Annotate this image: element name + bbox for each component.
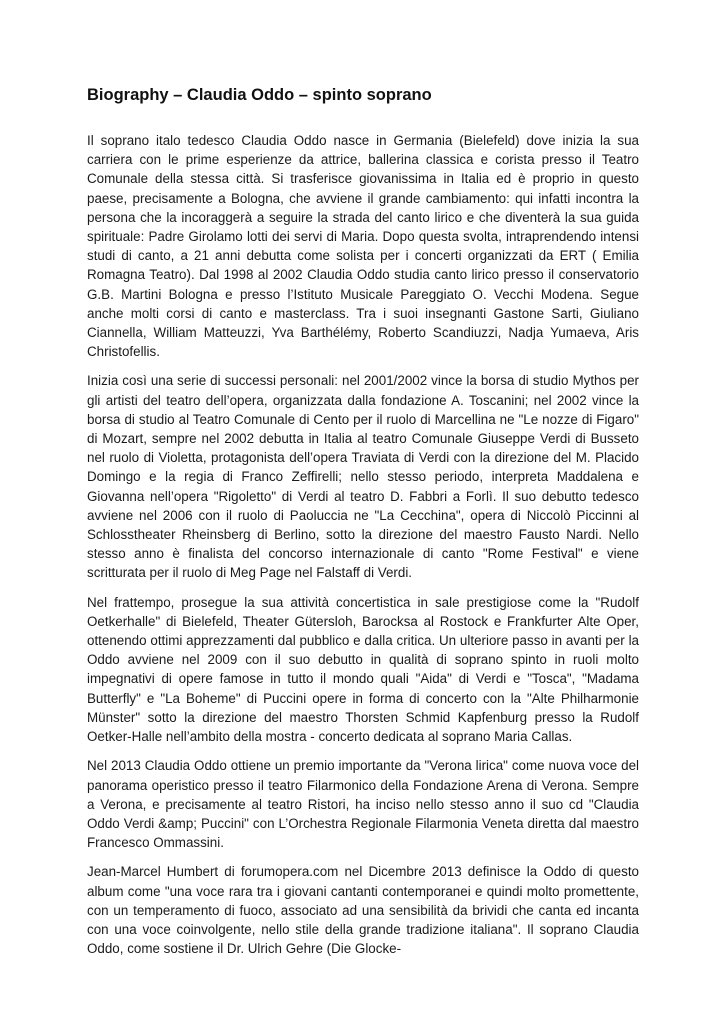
paragraph-early-career: Il soprano italo tedesco Claudia Oddo nasce in Germania (Bielefeld) dove inizia la sua carriera con le prime esperienze da attrice, ballerina classica e corista presso il Teatro Comunale della stessa città. Si trasferisce giovanissima in Italia ed è proprio in questo paese, precisamente a Bologna, che avviene il grande cambiamento: qui infatti incontra la persona che la incoraggerà a seguire la strada del canto lirico e che diventerà la sua guida spirituale: Padre Girolamo lotti dei servi di Maria. Dopo questa svolta, intraprendendo intensi studi di canto, a 21 anni debutta come solista per i concerti organizzati da ERT ( Emilia Romagna Teatro). Dal 1998 al 2002 Claudia Oddo studia canto lirico presso il conservatorio G.B. Martini Bologna e presso l’Istituto Musicale Pareggiato O. Vecchi Modena. Segue anche molti corsi di canto e masterclass. Tra i suoi insegnanti Gastone Sarti, Giuliano Ciannella, William Matteuzzi, Yva Barthélémy, Roberto Scandiuzzi, Nadja Yumaeva, Aris Christofellis. bbox=[87, 133, 639, 360]
paragraph-successes: Inizia così una serie di successi personali: nel 2001/2002 vince la borsa di studio Mythos per gli artisti del teatro dell’opera, organizzata dalla fondazione A. Toscanini; nel 2002 vince la borsa di studio al Teatro Comunale di Cento per il ruolo di Marcellina ne "Le nozze di Figaro" di Mozart, sempre nel 2002 debutta in Italia al teatro Comunale Giuseppe Verdi di Busseto nel ruolo di Violetta, protagonista dell’opera Traviata di Verdi con la direzione del M. Placido Domingo e la regia di Franco Zeffirelli; nello stesso periodo, interpreta Maddalena e Giovanna nell’opera "Rigoletto" di Verdi al teatro D. Fabbri a Forlì. Il suo debutto tedesco avviene nel 2006 con il ruolo di Paoluccia ne "La Cecchina", opera di Niccolò Piccinni al Schlosstheater Rheinsberg di Berlino, sotto la direzione del maestro Fausto Nardi. Nello stesso anno è finalista del concorso internazionale di canto "Rome Festival" e viene scritturata per il ruolo di Meg Page nel Falstaff di Verdi. bbox=[87, 373, 639, 581]
paragraph-concerts: Nel frattempo, prosegue la sua attività concertistica in sale prestigiose come la "Rudolf Oetkerhalle" di Bielefeld, Theater Gütersloh, Barocksa al Rostock e Frankfurter Alte Oper, ottenendo ottimi apprezzamenti dal pubblico e dalla critica. Un ulteriore passo in avanti per la Oddo avviene nel 2009 con il suo debutto in qualità di soprano spinto in ruoli molto impegnativi di opere famose in tutto il mondo quali "Aida" di Verdi e "Tosca", "Madama Butterfly" e "La Boheme" di Puccini opere in forma di concerto con la "Alte Philharmonie Münster" sotto la direzione del maestro Thorsten Schmid Kapfenburg presso la Rudolf Oetker-Halle nell’ambito della mostra - concerto dedicata al soprano Maria Callas. bbox=[87, 594, 639, 745]
paragraph-verona: Nel 2013 Claudia Oddo ottiene un premio importante da "Verona lirica" come nuova voce del panorama operistico presso il teatro Filarmonico della Fondazione Arena di Verona. Sempre a Verona, e precisamente al teatro Ristori, ha inciso nello stesso anno il suo cd "Claudia Oddo Verdi &amp; Puccini" con L’Orchestra Regionale Filarmonia Veneta diretta dal maestro Francesco Ommassini. bbox=[87, 758, 639, 851]
paragraph-review: Jean-Marcel Humbert di forumopera.com nel Dicembre 2013 definisce la Oddo di questo album come "una voce rara tra i giovani cantanti contemporanei e quindi molto promettente, con un temperamento di fuoco, associato ad una sensibilità da brividi che canta ed incanta con una voce coinvolgente, nello stile della grande tradizione italiana". Il soprano Claudia Oddo, come sostiene il Dr. Ulrich Gehre (Die Glocke- bbox=[87, 864, 639, 957]
document-page bbox=[87, 84, 639, 968]
document-title: Biography – Claudia Oddo – spinto soprano bbox=[87, 86, 432, 104]
